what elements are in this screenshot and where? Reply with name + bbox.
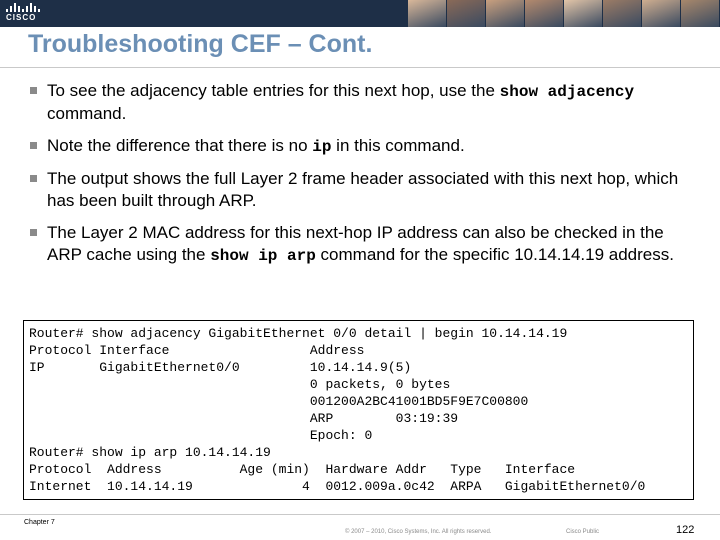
header-band — [0, 0, 720, 27]
cli-line: ARP 03:19:39 — [29, 411, 459, 426]
bullet-text: command for the specific 10.14.14.19 address. — [315, 245, 674, 264]
footer-chapter: Chapter 7 — [24, 519, 55, 526]
inline-command: ip — [312, 138, 332, 156]
cli-output-box — [23, 320, 694, 500]
inline-command: show adjacency — [499, 83, 635, 101]
bullet-square-icon — [30, 142, 37, 149]
slide-title: Troubleshooting CEF – Cont. — [28, 30, 373, 58]
bullet-text: To see the adjacency table entries for this next hop, use the — [47, 81, 500, 100]
cli-line: Router# show adjacency GigabitEthernet 0/0 detail | begin 10.14.14.19 — [29, 326, 568, 341]
bullet-text: The output shows the full Layer 2 frame header associated with this next hop, which has been built through ARP. — [47, 169, 679, 210]
header-photo-tile — [564, 0, 602, 27]
cisco-logo-text: CISCO — [6, 13, 37, 22]
inline-command: show ip arp — [210, 247, 316, 265]
header-photo-tile — [642, 0, 680, 27]
cli-line: Router# show ip arp 10.14.14.19 — [29, 445, 271, 460]
cli-line: IP GigabitEthernet0/0 10.14.14.9(5) — [29, 360, 412, 375]
cli-line: 0 packets, 0 bytes — [29, 377, 451, 392]
cli-line: Protocol Address Age (min) Hardware Addr Type Interface — [29, 462, 576, 477]
bullet-item — [30, 135, 690, 158]
bullet-text: The Layer 2 MAC address for this next-hop IP address can also be checked in the ARP cache using the — [47, 223, 664, 264]
cli-line: 001200A2BC41001BD5F9E7C00800 — [29, 394, 529, 409]
footer-copyright: © 2007 – 2010, Cisco Systems, Inc. All rights reserved. — [345, 529, 492, 535]
page-number: 122 — [676, 524, 695, 536]
header-photo-strip — [408, 0, 719, 27]
header-photo-tile — [681, 0, 719, 27]
header-photo-tile — [447, 0, 485, 27]
header-photo-tile — [408, 0, 446, 27]
bullet-item — [30, 222, 690, 267]
cli-line: Internet 10.14.14.19 4 0012.009a.0c42 ARPA GigabitEthernet0/0 — [29, 479, 646, 494]
cli-line: Epoch: 0 — [29, 428, 373, 443]
header-photo-tile — [525, 0, 563, 27]
bullet-square-icon — [30, 87, 37, 94]
footer-classification: Cisco Public — [566, 529, 600, 535]
bullet-text: Note the difference that there is no — [47, 136, 313, 155]
bullet-item — [30, 80, 690, 125]
title-divider — [0, 67, 720, 68]
cli-line: Protocol Interface Address — [29, 343, 365, 358]
bullet-square-icon — [30, 175, 37, 182]
header-photo-tile — [603, 0, 641, 27]
bullet-text: command. — [47, 104, 127, 123]
bullet-text: in this command. — [331, 136, 465, 155]
bullet-item — [30, 168, 690, 212]
header-photo-tile — [486, 0, 524, 27]
footer-divider — [0, 514, 720, 515]
cisco-bridge-icon — [6, 3, 46, 12]
cisco-logo — [6, 3, 46, 23]
bullet-square-icon — [30, 229, 37, 236]
bullet-list — [30, 80, 690, 277]
